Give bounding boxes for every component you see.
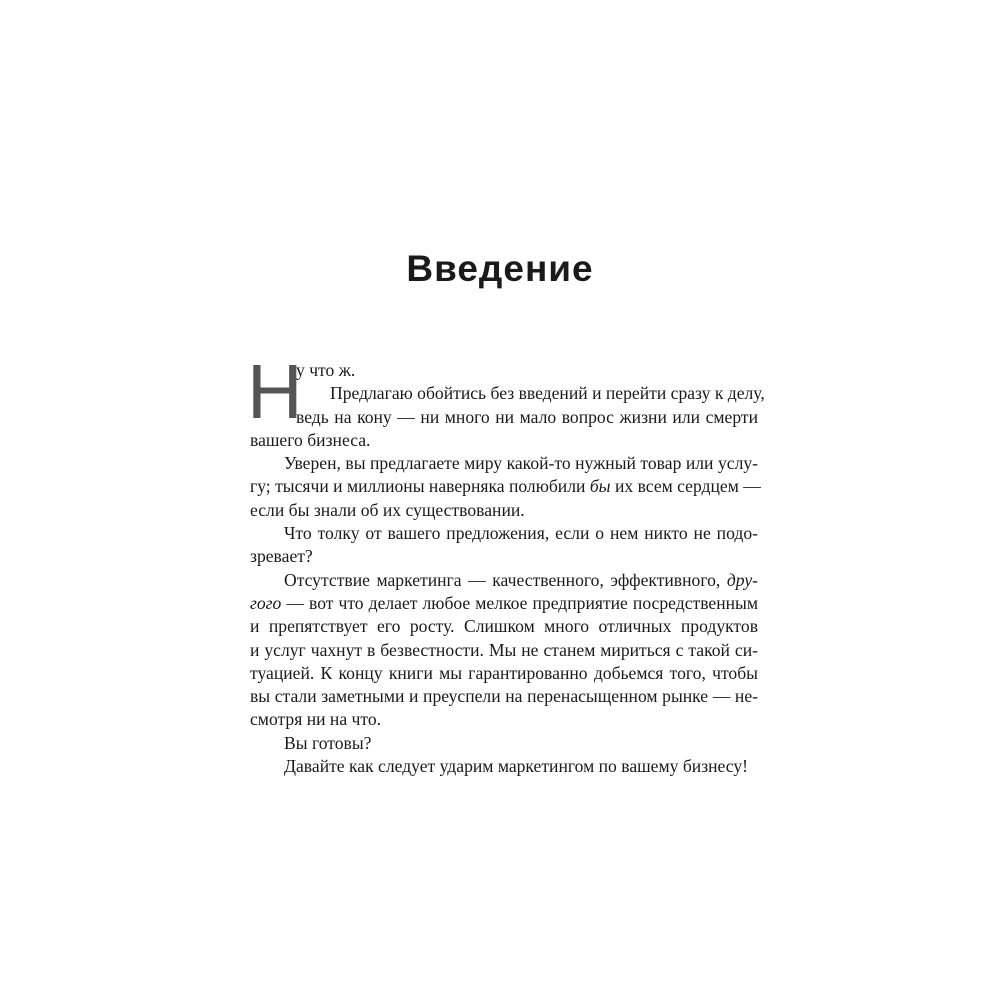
text-line: Уверен, вы предлагаете миру какой-то нужный товар или услу-	[284, 453, 758, 474]
drop-cap: Н	[247, 349, 303, 435]
emphasis-text: гого	[250, 592, 282, 613]
text-line: Отсутствие маркетинга — качественного, эффективного, дру-	[284, 569, 758, 590]
text-line: туацией. К концу книги мы гарантированно добьемся того, чтобы	[250, 662, 758, 683]
text-line: смотря ни на что.	[250, 709, 382, 730]
text-line: ведь на кону — ни много ни мало вопрос жизни или смерти	[296, 406, 758, 427]
emphasis-text: дру-	[726, 569, 758, 590]
text-line: вы стали заметными и преуспели на перенасыщенном рынке — не-	[250, 686, 758, 707]
text-line: Предлагаю обойтись без введений и перейти сразу к делу,	[330, 383, 765, 404]
text-line: гого — вот что делает любое мелкое предприятие посредственным	[250, 592, 758, 613]
text-line: и препятствует его росту. Слишком много отличных продуктов	[250, 616, 758, 637]
text-line: Что толку от вашего предложения, если о нем никто не подо-	[284, 523, 758, 544]
text-line: гу; тысячи и миллионы наверняка полюбили бы их всем сердцем —	[250, 476, 761, 497]
text-line: Вы готовы?	[284, 732, 372, 753]
text-line: у что ж.	[296, 360, 356, 380]
emphasis-text: бы	[589, 476, 611, 497]
text-line: Давайте как следует ударим маркетингом по вашему бизнесу!	[284, 756, 749, 777]
text-line: вашего бизнеса.	[250, 429, 371, 450]
body-text	[247, 349, 765, 778]
text-line: если бы знали об их существовании.	[250, 499, 525, 520]
text-line: и услуг чахнут в безвестности. Мы не станем мириться с такой си-	[250, 639, 758, 660]
text-line: зревает?	[250, 546, 313, 567]
page-title: Введение	[406, 248, 594, 289]
